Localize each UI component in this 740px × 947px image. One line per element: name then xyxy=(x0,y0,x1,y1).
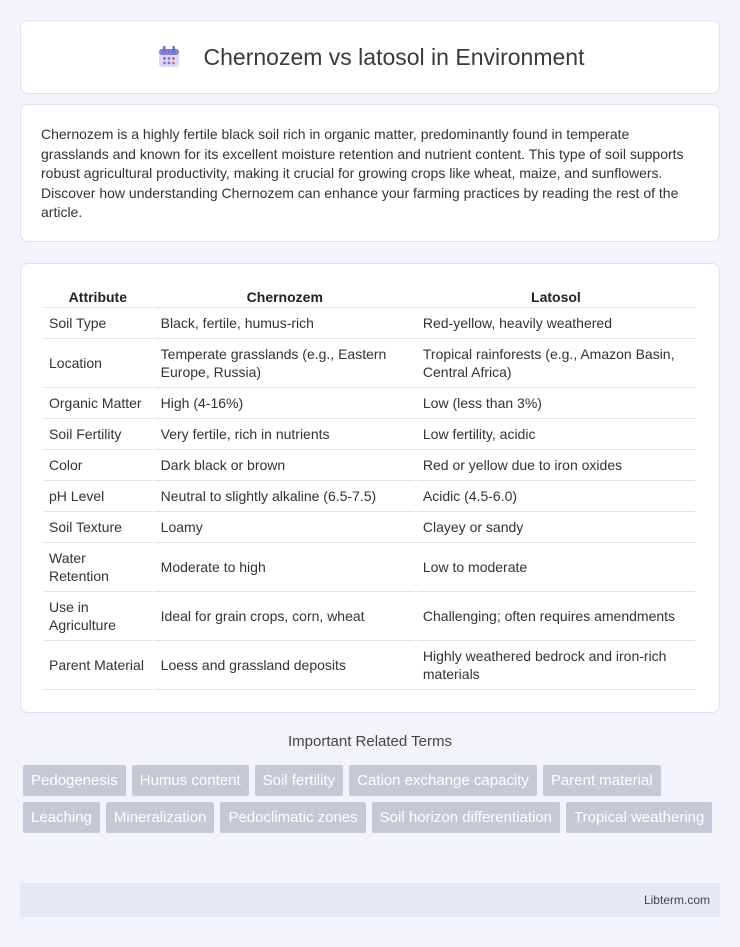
table-cell: Low fertility, acidic xyxy=(417,419,695,450)
table-row xyxy=(43,512,695,543)
comparison-card xyxy=(20,263,720,713)
related-terms-list xyxy=(23,765,723,839)
table-cell: Challenging; often requires amendments xyxy=(417,592,695,641)
table-cell: Red-yellow, heavily weathered xyxy=(417,308,695,339)
table-cell: Soil Type xyxy=(43,308,153,339)
footer xyxy=(20,883,720,917)
table-row xyxy=(43,592,695,641)
table-cell: Loamy xyxy=(155,512,415,543)
tag-pedoclimatic-zones[interactable]: Pedoclimatic zones xyxy=(220,802,365,833)
intro-text: Chernozem is a highly fertile black soil rich in organic matter, predominantly found in temperate grasslands and known for its excellent moisture retention and nutrient content. This type of soil supports robust agricultural productivity, making it crucial for growing crops like wheat, maize, and sunflowers. Discover how understanding Chernozem can enhance your farming practices by reading the rest of the article. xyxy=(41,126,684,221)
table-cell: Temperate grasslands (e.g., Eastern Europe, Russia) xyxy=(155,339,415,388)
table-row xyxy=(43,388,695,419)
table-row xyxy=(43,308,695,339)
tag-soil-horizon-differentiation[interactable]: Soil horizon differentiation xyxy=(372,802,560,833)
table-cell: Red or yellow due to iron oxides xyxy=(417,450,695,481)
page-title: Chernozem vs latosol in Environment xyxy=(203,43,585,70)
column-header-chernozem: Chernozem xyxy=(155,286,415,308)
table-cell: pH Level xyxy=(43,481,153,512)
intro-card xyxy=(20,104,720,242)
tag-cation-exchange-capacity[interactable]: Cation exchange capacity xyxy=(349,765,537,796)
header-card xyxy=(20,20,720,94)
table-cell: Very fertile, rich in nutrients xyxy=(155,419,415,450)
footer-site-link[interactable]: Libterm.com xyxy=(643,893,710,907)
table-row xyxy=(43,339,695,388)
comparison-table xyxy=(41,286,697,690)
table-cell: Black, fertile, humus-rich xyxy=(155,308,415,339)
table-cell: High (4-16%) xyxy=(155,388,415,419)
table-cell: Moderate to high xyxy=(155,543,415,592)
table-cell: Soil Fertility xyxy=(43,419,153,450)
table-cell: Acidic (4.5-6.0) xyxy=(417,481,695,512)
tag-tropical-weathering[interactable]: Tropical weathering xyxy=(566,802,712,833)
table-row xyxy=(43,641,695,690)
related-terms-title: Important Related Terms xyxy=(288,733,452,750)
table-cell: Low (less than 3%) xyxy=(417,388,695,419)
table-cell: Highly weathered bedrock and iron-rich materials xyxy=(417,641,695,690)
table-cell: Clayey or sandy xyxy=(417,512,695,543)
table-cell: Color xyxy=(43,450,153,481)
table-cell: Neutral to slightly alkaline (6.5-7.5) xyxy=(155,481,415,512)
table-header-row xyxy=(43,286,695,308)
table-cell: Parent Material xyxy=(43,641,153,690)
table-row xyxy=(43,543,695,592)
tag-leaching[interactable]: Leaching xyxy=(23,802,100,833)
table-cell: Tropical rainforests (e.g., Amazon Basin, Central Africa) xyxy=(417,339,695,388)
table-cell: Soil Texture xyxy=(43,512,153,543)
column-header-attribute: Attribute xyxy=(43,286,153,308)
table-row xyxy=(43,450,695,481)
table-cell: Use in Agriculture xyxy=(43,592,153,641)
table-cell: Organic Matter xyxy=(43,388,153,419)
table-cell: Ideal for grain crops, corn, wheat xyxy=(155,592,415,641)
table-cell: Location xyxy=(43,339,153,388)
table-row xyxy=(43,481,695,512)
table-cell: Dark black or brown xyxy=(155,450,415,481)
table-row xyxy=(43,419,695,450)
table-cell: Water Retention xyxy=(43,543,153,592)
tag-humus-content[interactable]: Humus content xyxy=(132,765,249,796)
column-header-latosol: Latosol xyxy=(417,286,695,308)
table-cell: Low to moderate xyxy=(417,543,695,592)
table-cell: Loess and grassland deposits xyxy=(155,641,415,690)
tag-soil-fertility[interactable]: Soil fertility xyxy=(255,765,344,796)
calendar-icon xyxy=(156,44,182,70)
tag-pedogenesis[interactable]: Pedogenesis xyxy=(23,765,126,796)
tag-parent-material[interactable]: Parent material xyxy=(543,765,661,796)
tag-mineralization[interactable]: Mineralization xyxy=(106,802,215,833)
